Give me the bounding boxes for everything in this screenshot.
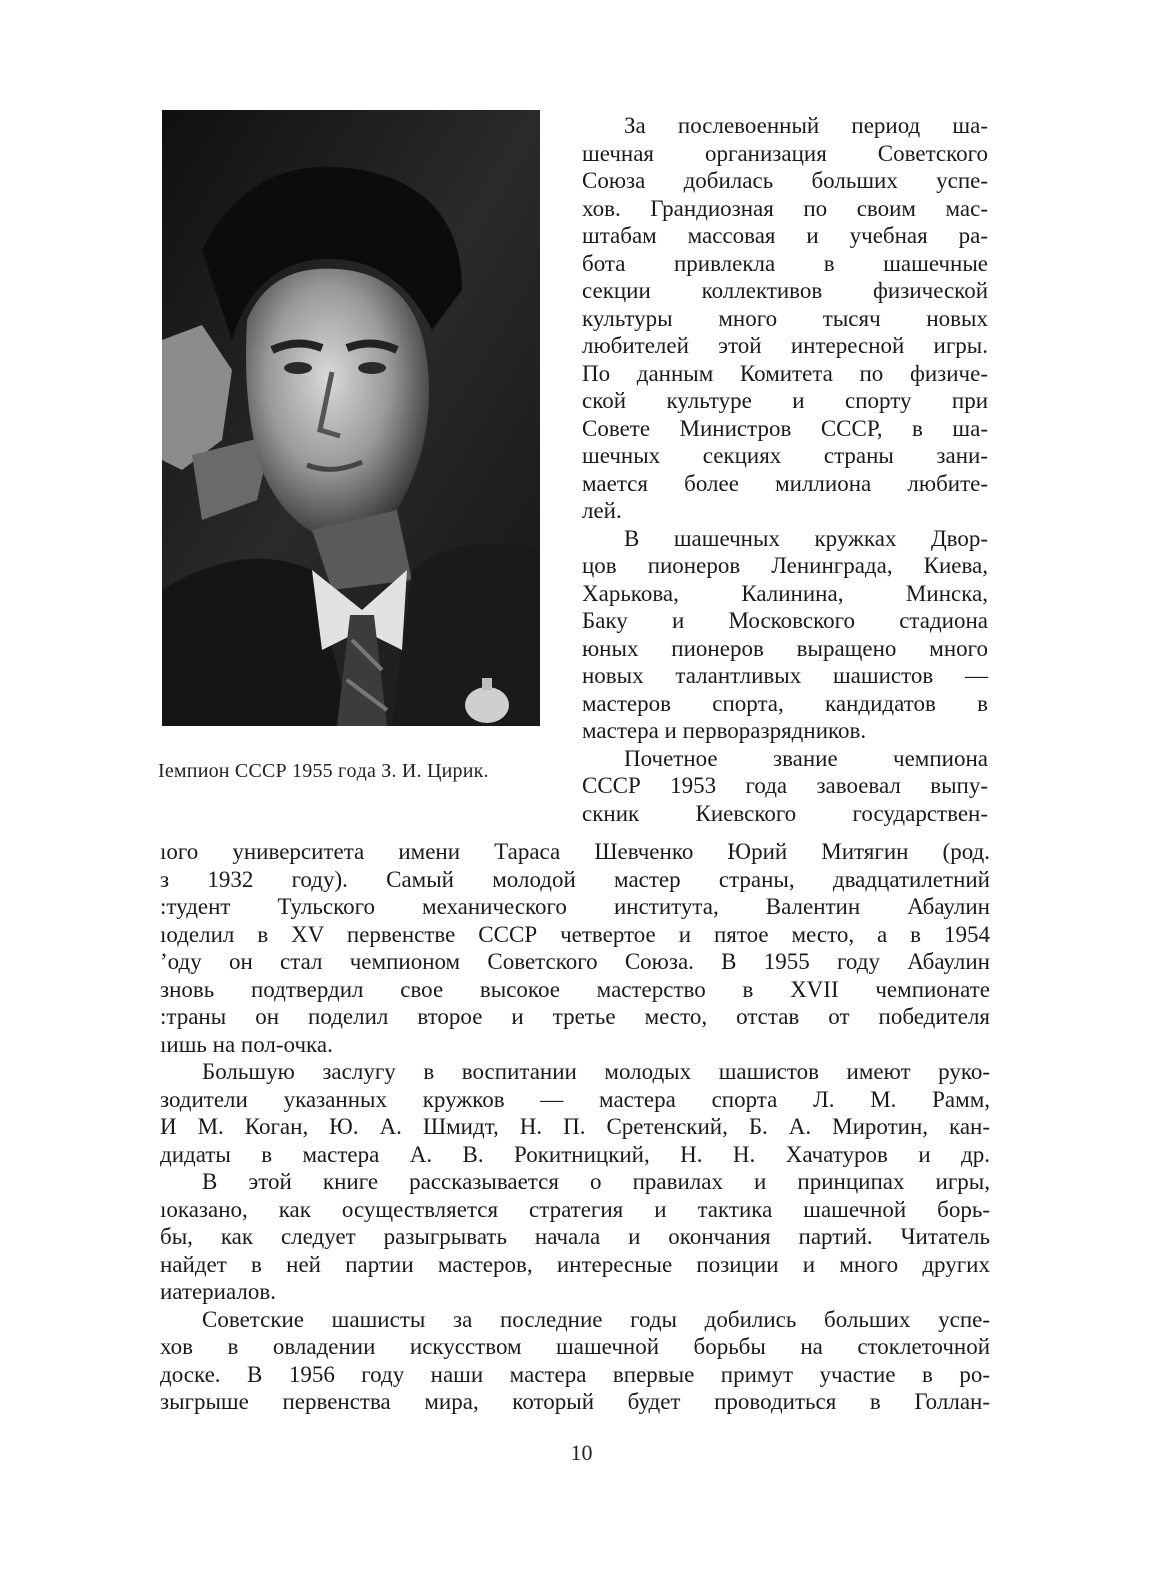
- text-line: ıишь на пол-очка.: [160, 1031, 333, 1057]
- text-line: Советские шашисты за последние годы добились больших успе-: [202, 1306, 990, 1332]
- text-line: Совете Министров СССР, в ша-: [582, 415, 988, 441]
- text-line: мастеров спорта, кандидатов в: [582, 690, 988, 716]
- text-line: В шашечных кружках Двор-: [624, 525, 988, 551]
- text-line: зновь подтвердил свое высокое мастерство в XVII чемпионате: [160, 976, 990, 1002]
- text-line: Харькова, Калинина, Минска,: [582, 580, 988, 606]
- text-line: скник Киевского государствен-: [582, 800, 988, 826]
- text-line: ской культуре и спорту при: [582, 388, 988, 413]
- text-line: ʼоду он стал чемпионом Советского Союза. В 1955 году Абаулин: [160, 949, 990, 974]
- portrait-photo: [162, 110, 540, 726]
- text-line: мастера и перворазрядников.: [582, 718, 867, 743]
- text-line: Баку и Московского стадиона: [582, 608, 988, 633]
- right-column-text: [582, 112, 988, 827]
- full-width-text: [160, 838, 990, 1416]
- text-line: зодители указанных кружков — мастера спорта Л. М. Рамм,: [160, 1086, 990, 1112]
- text-line: секции коллективов физической: [582, 278, 988, 303]
- text-line: хов в овладении искусством шашечной борьбы на стоклеточной: [160, 1334, 990, 1359]
- text-line: :траны он поделил второе и третье место, отстав от победителя: [160, 1004, 990, 1029]
- text-line: По данным Комитета по физиче-: [582, 360, 988, 386]
- text-line: иатериалов.: [160, 1279, 276, 1304]
- text-line: Большую заслугу в воспитании молодых шашистов имеют руко-: [202, 1059, 990, 1084]
- text-line: бота привлекла в шашечные: [582, 250, 988, 276]
- text-line: ıоказано, как осуществляется стратегия и тактика шашечной борь-: [160, 1196, 990, 1222]
- text-line: лей.: [582, 498, 622, 523]
- text-line: любителей этой интересной игры.: [582, 333, 988, 358]
- text-line: ıоделил в XV первенстве СССР четвертое и пятое место, а в 1954: [160, 921, 990, 947]
- text-line: культуры много тысяч новых: [582, 305, 988, 331]
- text-line: СССР 1953 года завоевал выпу-: [582, 773, 988, 798]
- text-line: шечных секциях страны зани-: [582, 443, 988, 468]
- text-line: В этой книге рассказывается о правилах и принципах игры,: [202, 1169, 990, 1194]
- text-line: Почетное звание чемпиона: [624, 745, 988, 771]
- text-line: ıого университета имени Тараса Шевченко Юрий Митягин (род.: [160, 839, 990, 864]
- text-line: бы, как следует разыгрывать начала и окончания партий. Читатель: [160, 1224, 990, 1249]
- text-line: хов. Грандиозная по своим мас-: [582, 195, 988, 221]
- text-line: з 1932 году). Самый молодой мастер страны, двадцатилетний: [160, 866, 990, 892]
- text-line: найдет в ней партии мастеров, интересные позиции и много других: [160, 1251, 990, 1277]
- text-line: шечная организация Советского: [582, 140, 988, 166]
- text-line: :тудент Тульского механического института, Валентин Абаулин: [160, 894, 990, 919]
- text-line: цов пионеров Ленинграда, Киева,: [582, 553, 988, 578]
- text-line: доске. В 1956 году наши мастера впервые примут участие в ро-: [160, 1361, 990, 1387]
- text-line: За послевоенный период ша-: [624, 113, 988, 138]
- text-line: Союза добилась больших успе-: [582, 168, 988, 193]
- text-line: юных пионеров выращено много: [582, 635, 988, 661]
- portrait-image: [162, 110, 540, 726]
- text-line: И М. Коган, Ю. А. Шмидт, Н. П. Сретенский, Б. А. Миротин, кан-: [160, 1114, 990, 1139]
- text-line: зыгрыше первенства мира, который будет проводиться в Голлан-: [160, 1389, 990, 1414]
- photo-caption: Iемпион СССР 1955 гoда З. И. Цирик.: [158, 760, 489, 782]
- text-line: мается более миллиона любите-: [582, 470, 988, 496]
- text-line: штабам массовая и учебная ра-: [582, 223, 988, 248]
- text-line: новых талантливых шашистов —: [582, 663, 988, 688]
- text-line: дидаты в мастера А. В. Рокитницкий, Н. Н. Хачатуров и др.: [160, 1141, 990, 1167]
- page-number: 10: [570, 1440, 593, 1465]
